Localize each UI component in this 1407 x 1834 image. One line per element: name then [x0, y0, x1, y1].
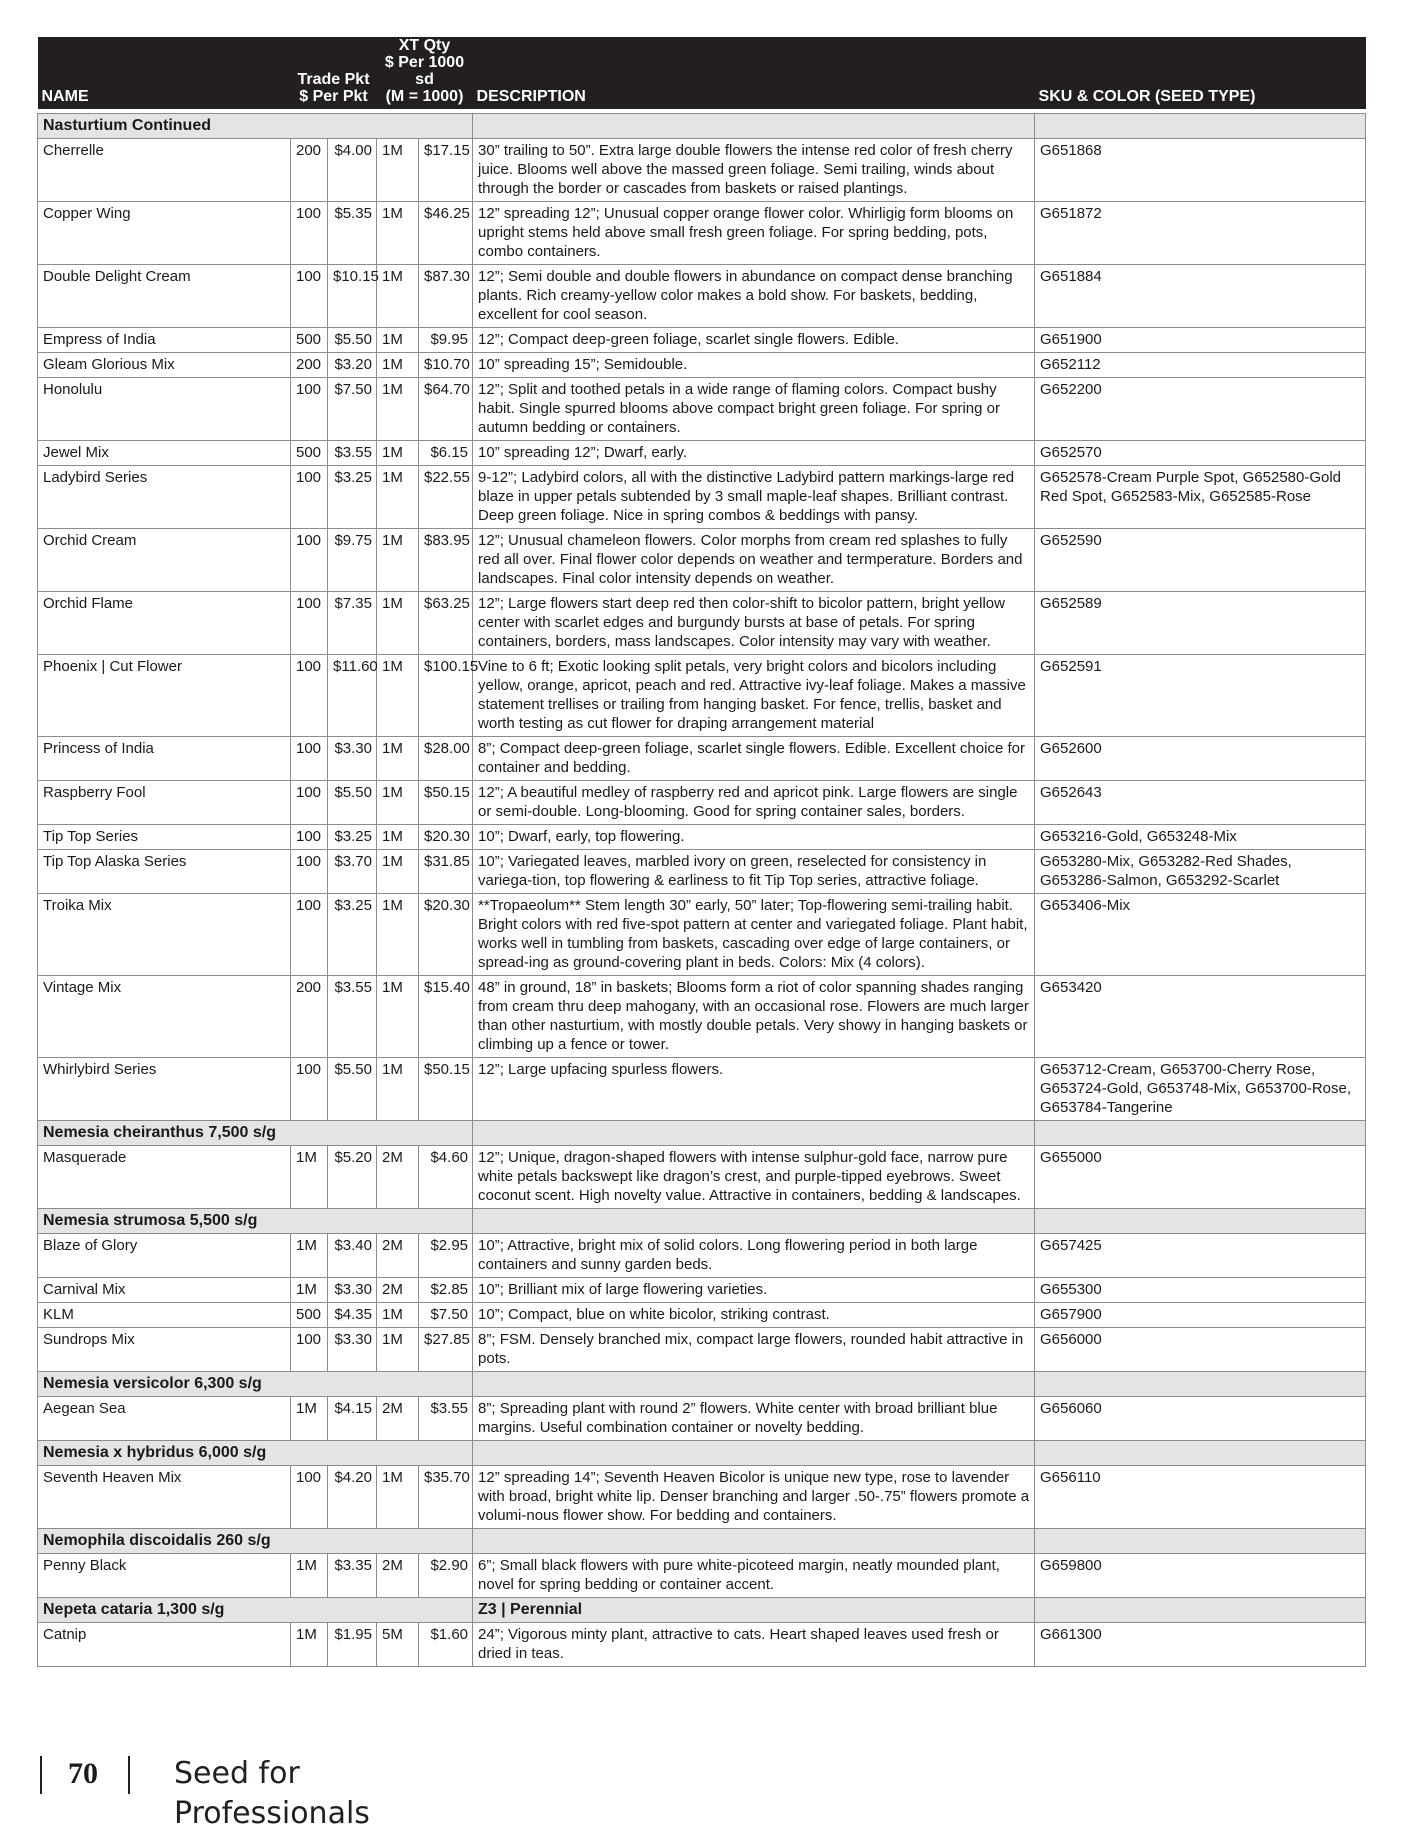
- trade-pkt-price: $10.15: [328, 265, 377, 328]
- table-body: [38, 114, 1366, 1667]
- table-row: [38, 1146, 1366, 1209]
- trade-pkt-qty: 100: [291, 1466, 328, 1529]
- description: 12” spreading 14”; Seventh Heaven Bicolor is unique new type, rose to lavender with broad, bright white lip. Denser branching and larger .50-.75” flowers promote a volumi-nous flower show. For bedding and containers.: [473, 1466, 1035, 1529]
- trade-pkt-price: $3.20: [328, 353, 377, 378]
- table-row: [38, 328, 1366, 353]
- description: 12”; Unusual chameleon flowers. Color morphs from cream red splashes to fully red all over. Final flower color depends on weather and termperature. Borders and landscapes. Final color intensity depends on weather.: [473, 529, 1035, 592]
- xt-price: $50.15: [419, 781, 473, 825]
- variety-name: Seventh Heaven Mix: [38, 1466, 291, 1529]
- variety-name: Tip Top Series: [38, 825, 291, 850]
- variety-name: Tip Top Alaska Series: [38, 850, 291, 894]
- xt-price: $83.95: [419, 529, 473, 592]
- description: 12”; Compact deep-green foliage, scarlet single flowers. Edible.: [473, 328, 1035, 353]
- section-title: Nemesia cheiranthus 7,500 s/g: [38, 1121, 473, 1146]
- table-row: [38, 378, 1366, 441]
- sku-color: G652600: [1035, 737, 1366, 781]
- section-header-row: [38, 1529, 1366, 1554]
- table-row: [38, 976, 1366, 1058]
- xt-qty: 1M: [377, 529, 419, 592]
- xt-qty-label: XT Qty: [398, 37, 451, 54]
- description: 8”; Compact deep-green foliage, scarlet single flowers. Edible. Excellent choice for container and bedding.: [473, 737, 1035, 781]
- variety-name: Empress of India: [38, 328, 291, 353]
- trade-pkt-qty: 100: [291, 378, 328, 441]
- xt-price: $7.50: [419, 1303, 473, 1328]
- xt-qty: 1M: [377, 850, 419, 894]
- xt-price: $31.85: [419, 850, 473, 894]
- table-header: [38, 37, 1366, 114]
- trade-pkt-qty: 100: [291, 825, 328, 850]
- description: 10”; Compact, blue on white bicolor, striking contrast.: [473, 1303, 1035, 1328]
- xt-price: $28.00: [419, 737, 473, 781]
- col-header-sku: SKU & COLOR (SEED TYPE): [1038, 88, 1256, 105]
- trade-pkt-qty: 100: [291, 529, 328, 592]
- section-sku-blank: [1035, 1121, 1366, 1146]
- xt-qty: 1M: [377, 1466, 419, 1529]
- description: 10”; Attractive, bright mix of solid colors. Long flowering period in both large containers and sunny garden beds.: [473, 1234, 1035, 1278]
- sku-color: G657900: [1035, 1303, 1366, 1328]
- trade-pkt-price: $4.15: [328, 1397, 377, 1441]
- trade-pkt-price: $7.35: [328, 592, 377, 655]
- section-header-row: [38, 1372, 1366, 1397]
- trade-pkt-price: $4.00: [328, 139, 377, 202]
- sku-color: G652112: [1035, 353, 1366, 378]
- trade-pkt-price: $3.30: [328, 737, 377, 781]
- trade-pkt-qty: 100: [291, 1328, 328, 1372]
- description: 10” spreading 15”; Semidouble.: [473, 353, 1035, 378]
- xt-price: $20.30: [419, 825, 473, 850]
- xt-qty: 1M: [377, 378, 419, 441]
- sku-color: G652200: [1035, 378, 1366, 441]
- table-row: [38, 1328, 1366, 1372]
- col-header-xt-qty: [377, 37, 473, 109]
- xt-qty: 2M: [377, 1278, 419, 1303]
- sku-color: G651872: [1035, 202, 1366, 265]
- xt-qty: 2M: [377, 1397, 419, 1441]
- xt-qty: 5M: [377, 1623, 419, 1667]
- section-header-row: [38, 114, 1366, 139]
- sku-color: G657425: [1035, 1234, 1366, 1278]
- trade-pkt-price: $3.55: [328, 441, 377, 466]
- trade-pkt-label: Trade Pkt: [297, 71, 370, 88]
- variety-name: Princess of India: [38, 737, 291, 781]
- xt-qty: 2M: [377, 1554, 419, 1598]
- description: 12”; Large flowers start deep red then color-shift to bicolor pattern, bright yellow center with scarlet edges and burgundy bursts at base of petals. For spring containers, borders, mass landscapes. Color intensity may vary with weather.: [473, 592, 1035, 655]
- footer-divider: [40, 1756, 42, 1794]
- description: 8”; FSM. Densely branched mix, compact large flowers, rounded habit attractive in pots.: [473, 1328, 1035, 1372]
- trade-pkt-price: $11.60: [328, 655, 377, 737]
- xt-price: $100.15: [419, 655, 473, 737]
- variety-name: Orchid Flame: [38, 592, 291, 655]
- trade-pkt-qty: 500: [291, 441, 328, 466]
- xt-price: $2.85: [419, 1278, 473, 1303]
- sku-color: G651868: [1035, 139, 1366, 202]
- sku-color: G656110: [1035, 1466, 1366, 1529]
- variety-name: Penny Black: [38, 1554, 291, 1598]
- description: 8”; Spreading plant with round 2” flowers. White center with broad brilliant blue margins. Useful combination container or novelty bedding.: [473, 1397, 1035, 1441]
- xt-price: $46.25: [419, 202, 473, 265]
- trade-pkt-qty: 1M: [291, 1278, 328, 1303]
- trade-pkt-price: $3.30: [328, 1278, 377, 1303]
- sku-color: G656000: [1035, 1328, 1366, 1372]
- trade-pkt-qty: 100: [291, 781, 328, 825]
- sku-color: G652591: [1035, 655, 1366, 737]
- col-header-trade-pkt: [291, 37, 377, 109]
- xt-price: $9.95: [419, 328, 473, 353]
- description: 12” spreading 12”; Unusual copper orange flower color. Whirligig form blooms on upright stems held above small fresh green foliage. For spring bedding, pots, combo containers.: [473, 202, 1035, 265]
- xt-qty: 1M: [377, 139, 419, 202]
- description: 48” in ground, 18” in baskets; Blooms form a riot of color spanning shades ranging from cream thru deep mahogany, with an occasional rose. Flowers are much larger than other nasturtium, with mostly double petals. Very showy in hanging baskets or climbing up a fence or tower.: [473, 976, 1035, 1058]
- trade-pkt-price: $5.50: [328, 1058, 377, 1121]
- table-row: [38, 825, 1366, 850]
- variety-name: Masquerade: [38, 1146, 291, 1209]
- table-row: [38, 202, 1366, 265]
- description: Vine to 6 ft; Exotic looking split petals, very bright colors and bicolors including yellow, orange, apricot, peach and red. Attractive ivy-leaf foliage. Makes a massive statement trellises or trailing from hanging basket. For fence, trellis, basket and worth testing as cut flower for draping arrangement material: [473, 655, 1035, 737]
- table-row: [38, 1466, 1366, 1529]
- trade-pkt-price: $4.35: [328, 1303, 377, 1328]
- variety-name: Blaze of Glory: [38, 1234, 291, 1278]
- description: 30” trailing to 50”. Extra large double flowers the intense red color of fresh cherry juice. Blooms well above the massed green foliage. Semi trailing, winds about through the border or cascades from baskets or raised plantings.: [473, 139, 1035, 202]
- xt-qty: 1M: [377, 976, 419, 1058]
- table-row: [38, 1234, 1366, 1278]
- xt-price: $10.70: [419, 353, 473, 378]
- table-row: [38, 265, 1366, 328]
- trade-pkt-qty: 1M: [291, 1234, 328, 1278]
- xt-qty-note: (M = 1000): [385, 88, 464, 105]
- xt-qty: 1M: [377, 592, 419, 655]
- xt-price: $17.15: [419, 139, 473, 202]
- table-row: [38, 1397, 1366, 1441]
- xt-price: $27.85: [419, 1328, 473, 1372]
- section-sku-blank: [1035, 1372, 1366, 1397]
- section-header-row: [38, 1441, 1366, 1466]
- xt-price: $15.40: [419, 976, 473, 1058]
- trade-pkt-qty: 100: [291, 894, 328, 976]
- section-title: Nemesia versicolor 6,300 s/g: [38, 1372, 473, 1397]
- sku-color: G652589: [1035, 592, 1366, 655]
- sku-color: G661300: [1035, 1623, 1366, 1667]
- section-sku-blank: [1035, 1529, 1366, 1554]
- trade-pkt-price: $3.35: [328, 1554, 377, 1598]
- variety-name: Cherrelle: [38, 139, 291, 202]
- trade-pkt-price: $3.40: [328, 1234, 377, 1278]
- section-sku-blank: [1035, 1598, 1366, 1623]
- trade-pkt-price: $5.35: [328, 202, 377, 265]
- trade-pkt-price: $7.50: [328, 378, 377, 441]
- sku-color: G656060: [1035, 1397, 1366, 1441]
- description: **Tropaeolum** Stem length 30” early, 50” later; Top-flowering semi-trailing habit. Bright colors with red five-spot pattern at center and variegated foliage. Plant habit, works well in tumbling from baskets, cascading over edge of large containers, or spread-ing as ground-covering plant in beds. Colors: Mix (4 colors).: [473, 894, 1035, 976]
- variety-name: Gleam Glorious Mix: [38, 353, 291, 378]
- sku-color: G652590: [1035, 529, 1366, 592]
- description: 12”; Large upfacing spurless flowers.: [473, 1058, 1035, 1121]
- variety-name: Troika Mix: [38, 894, 291, 976]
- trade-pkt-qty: 100: [291, 655, 328, 737]
- table-row: [38, 1303, 1366, 1328]
- variety-name: Jewel Mix: [38, 441, 291, 466]
- variety-name: Phoenix | Cut Flower: [38, 655, 291, 737]
- xt-price: $63.25: [419, 592, 473, 655]
- variety-name: Double Delight Cream: [38, 265, 291, 328]
- table-row: [38, 894, 1366, 976]
- trade-pkt-unit: $ Per Pkt: [299, 88, 368, 105]
- sku-color: G651900: [1035, 328, 1366, 353]
- description: 6”; Small black flowers with pure white-picoteed margin, neatly mounded plant, novel for spring bedding or container accent.: [473, 1554, 1035, 1598]
- trade-pkt-qty: 100: [291, 592, 328, 655]
- trade-pkt-qty: 500: [291, 328, 328, 353]
- trade-pkt-price: $1.95: [328, 1623, 377, 1667]
- table-row: [38, 781, 1366, 825]
- xt-qty: 1M: [377, 894, 419, 976]
- section-title: Nasturtium Continued: [38, 114, 473, 139]
- publication-title: Seed for Professionals: [174, 1756, 370, 1831]
- variety-name: Copper Wing: [38, 202, 291, 265]
- trade-pkt-price: $3.70: [328, 850, 377, 894]
- table-row: [38, 592, 1366, 655]
- sku-color: G651884: [1035, 265, 1366, 328]
- table-row: [38, 353, 1366, 378]
- table-row: [38, 139, 1366, 202]
- table-row: [38, 441, 1366, 466]
- xt-price: $6.15: [419, 441, 473, 466]
- sku-color: G659800: [1035, 1554, 1366, 1598]
- trade-pkt-qty: 200: [291, 139, 328, 202]
- description: 12”; Semi double and double flowers in abundance on compact dense branching plants. Rich creamy-yellow color makes a bold show. For baskets, bedding, excellent for cool season.: [473, 265, 1035, 328]
- table-row: [38, 1554, 1366, 1598]
- xt-qty: 1M: [377, 353, 419, 378]
- xt-price: $50.15: [419, 1058, 473, 1121]
- xt-qty: 2M: [377, 1234, 419, 1278]
- xt-price: $3.55: [419, 1397, 473, 1441]
- variety-name: Whirlybird Series: [38, 1058, 291, 1121]
- description: 10”; Dwarf, early, top flowering.: [473, 825, 1035, 850]
- variety-name: Aegean Sea: [38, 1397, 291, 1441]
- xt-qty: 1M: [377, 202, 419, 265]
- trade-pkt-qty: 100: [291, 737, 328, 781]
- trade-pkt-price: $4.20: [328, 1466, 377, 1529]
- table-row: [38, 1278, 1366, 1303]
- trade-pkt-price: $3.55: [328, 976, 377, 1058]
- variety-name: Sundrops Mix: [38, 1328, 291, 1372]
- sku-color: G652643: [1035, 781, 1366, 825]
- section-note: [473, 1441, 1035, 1466]
- xt-price: $1.60: [419, 1623, 473, 1667]
- section-title: Nepeta cataria 1,300 s/g: [38, 1598, 473, 1623]
- xt-price: $2.95: [419, 1234, 473, 1278]
- sku-color: G653420: [1035, 976, 1366, 1058]
- trade-pkt-qty: 100: [291, 466, 328, 529]
- xt-qty-unit: $ Per 1000 sd: [384, 54, 465, 88]
- variety-name: Honolulu: [38, 378, 291, 441]
- trade-pkt-qty: 100: [291, 202, 328, 265]
- section-note: [473, 114, 1035, 139]
- trade-pkt-price: $3.25: [328, 894, 377, 976]
- description: 10” spreading 12”; Dwarf, early.: [473, 441, 1035, 466]
- trade-pkt-price: $3.25: [328, 825, 377, 850]
- xt-qty: 1M: [377, 1328, 419, 1372]
- description: 12”; Unique, dragon-shaped flowers with intense sulphur-gold face, narrow pure white petals backswept like dragon’s crest, and purple-tipped eyebrows. Sweet coconut scent. High novelty value. Attractive in containers, bedding & landscapes.: [473, 1146, 1035, 1209]
- sku-color: G655000: [1035, 1146, 1366, 1209]
- trade-pkt-price: $5.50: [328, 781, 377, 825]
- trade-pkt-price: $5.20: [328, 1146, 377, 1209]
- variety-name: Carnival Mix: [38, 1278, 291, 1303]
- variety-name: Ladybird Series: [38, 466, 291, 529]
- trade-pkt-qty: 1M: [291, 1146, 328, 1209]
- sku-color: G653216-Gold, G653248-Mix: [1035, 825, 1366, 850]
- sku-color: G652578-Cream Purple Spot, G652580-Gold Red Spot, G652583-Mix, G652585-Rose: [1035, 466, 1366, 529]
- variety-name: Vintage Mix: [38, 976, 291, 1058]
- trade-pkt-qty: 100: [291, 1058, 328, 1121]
- trade-pkt-qty: 200: [291, 353, 328, 378]
- trade-pkt-qty: 100: [291, 265, 328, 328]
- section-note: [473, 1372, 1035, 1397]
- trade-pkt-price: $3.30: [328, 1328, 377, 1372]
- section-title: Nemophila discoidalis 260 s/g: [38, 1529, 473, 1554]
- section-title: Nemesia strumosa 5,500 s/g: [38, 1209, 473, 1234]
- trade-pkt-price: $5.50: [328, 328, 377, 353]
- sku-color: G652570: [1035, 441, 1366, 466]
- trade-pkt-qty: 500: [291, 1303, 328, 1328]
- section-header-row: [38, 1209, 1366, 1234]
- section-header-row: [38, 1121, 1366, 1146]
- sku-color: G655300: [1035, 1278, 1366, 1303]
- xt-price: $35.70: [419, 1466, 473, 1529]
- col-header-name: NAME: [41, 88, 89, 105]
- section-note: [473, 1209, 1035, 1234]
- xt-qty: 1M: [377, 655, 419, 737]
- footer-divider: [128, 1756, 130, 1794]
- section-sku-blank: [1035, 1209, 1366, 1234]
- sku-color: G653712-Cream, G653700-Cherry Rose, G653724-Gold, G653748-Mix, G653700-Rose, G653784-Tangerine: [1035, 1058, 1366, 1121]
- xt-qty: 1M: [377, 1303, 419, 1328]
- sku-color: G653280-Mix, G653282-Red Shades, G653286-Salmon, G653292-Scarlet: [1035, 850, 1366, 894]
- section-sku-blank: [1035, 114, 1366, 139]
- xt-qty: 1M: [377, 441, 419, 466]
- description: 10”; Brilliant mix of large flowering varieties.: [473, 1278, 1035, 1303]
- description: 12”; A beautiful medley of raspberry red and apricot pink. Large flowers are single or semi-double. Long-blooming. Good for spring container sales, borders.: [473, 781, 1035, 825]
- variety-name: Raspberry Fool: [38, 781, 291, 825]
- table-row: [38, 1623, 1366, 1667]
- section-title: Nemesia x hybridus 6,000 s/g: [38, 1441, 473, 1466]
- trade-pkt-qty: 1M: [291, 1397, 328, 1441]
- xt-qty: 1M: [377, 466, 419, 529]
- xt-price: $2.90: [419, 1554, 473, 1598]
- description: 24”; Vigorous minty plant, attractive to cats. Heart shaped leaves used fresh or dried in teas.: [473, 1623, 1035, 1667]
- table-row: [38, 655, 1366, 737]
- trade-pkt-qty: 200: [291, 976, 328, 1058]
- page-number: 70: [68, 1757, 98, 1790]
- xt-price: $4.60: [419, 1146, 473, 1209]
- xt-qty: 1M: [377, 1058, 419, 1121]
- table-row: [38, 737, 1366, 781]
- section-note: Z3 | Perennial: [473, 1598, 1035, 1623]
- xt-qty: 1M: [377, 328, 419, 353]
- table-row: [38, 850, 1366, 894]
- description: 10”; Variegated leaves, marbled ivory on green, reselected for consistency in variega-tion, top flowering & earliness to fit Tip Top series, attractive foliage.: [473, 850, 1035, 894]
- table-row: [38, 466, 1366, 529]
- xt-price: $64.70: [419, 378, 473, 441]
- xt-qty: 2M: [377, 1146, 419, 1209]
- xt-qty: 1M: [377, 265, 419, 328]
- trade-pkt-price: $9.75: [328, 529, 377, 592]
- table-row: [38, 1058, 1366, 1121]
- xt-qty: 1M: [377, 825, 419, 850]
- trade-pkt-qty: 100: [291, 850, 328, 894]
- section-header-row: [38, 1598, 1366, 1623]
- variety-name: KLM: [38, 1303, 291, 1328]
- trade-pkt-qty: 1M: [291, 1554, 328, 1598]
- xt-price: $22.55: [419, 466, 473, 529]
- xt-qty: 1M: [377, 737, 419, 781]
- trade-pkt-price: $3.25: [328, 466, 377, 529]
- section-sku-blank: [1035, 1441, 1366, 1466]
- description: 12”; Split and toothed petals in a wide range of flaming colors. Compact bushy habit. Single spurred blooms above compact bright green foliage. For spring or autumn bedding or containers.: [473, 378, 1035, 441]
- table-row: [38, 529, 1366, 592]
- section-note: [473, 1529, 1035, 1554]
- col-header-description: DESCRIPTION: [476, 88, 586, 105]
- trade-pkt-qty: 1M: [291, 1623, 328, 1667]
- description: 9-12”; Ladybird colors, all with the distinctive Ladybird pattern markings-large red blaze in upper petals subtended by 3 small maple-leaf shapes. Brilliant contrast. Deep green foliage. Nice in spring combos & beddings with pansy.: [473, 466, 1035, 529]
- xt-price: $20.30: [419, 894, 473, 976]
- price-table: [37, 37, 1366, 1667]
- xt-qty: 1M: [377, 781, 419, 825]
- variety-name: Orchid Cream: [38, 529, 291, 592]
- xt-price: $87.30: [419, 265, 473, 328]
- sku-color: G653406-Mix: [1035, 894, 1366, 976]
- section-note: [473, 1121, 1035, 1146]
- variety-name: Catnip: [38, 1623, 291, 1667]
